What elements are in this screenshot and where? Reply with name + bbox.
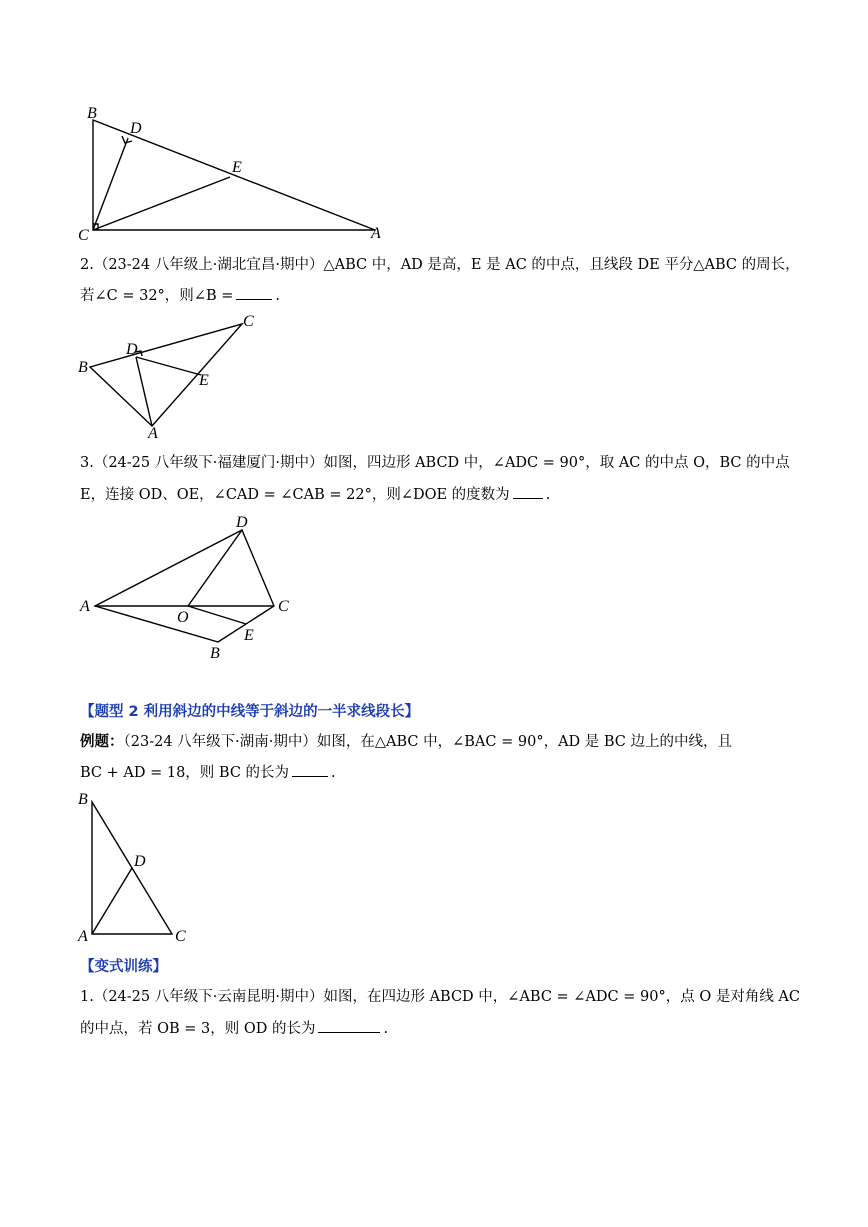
label-e: E (244, 627, 254, 644)
label-c: C (175, 928, 186, 945)
label-c: C (78, 227, 89, 244)
question-2-end: . (275, 288, 280, 304)
label-d: D (134, 853, 146, 870)
label-d: D (130, 120, 142, 137)
variant-1-text: 的中点，若 OB = 3，则 OD 的长为 (80, 1021, 316, 1037)
label-c: C (278, 598, 289, 615)
triangle-abc (90, 324, 242, 426)
figure-right-triangle-abc (70, 786, 200, 946)
label-a: A (78, 928, 88, 945)
question-3-end: . (545, 487, 551, 503)
label-b: B (78, 359, 88, 376)
segment-de (136, 357, 201, 375)
figure-triangle-abc-2 (70, 310, 270, 445)
question-3-line-1: 3.（24-25 八年级下·福建厦门·期中）如图，四边形 ABCD 中，∠ADC = 90°，取 AC 的中点 O，BC 的中点 (80, 455, 790, 471)
figure-quadrilateral-abcd (70, 510, 330, 665)
answer-blank-q2[interactable] (236, 285, 272, 300)
answer-blank-variant-1[interactable] (318, 1018, 380, 1033)
label-b: B (210, 645, 220, 662)
segment-oe (188, 606, 246, 624)
segment-ad (136, 357, 152, 426)
section-heading-type-2: 【题型 2 利用斜边的中线等于斜边的一半求线段长】 (80, 704, 420, 720)
label-o: O (177, 609, 189, 626)
example-text-2: BC + AD = 18，则 BC 的长为 (80, 765, 290, 781)
question-2-line-2 (80, 285, 280, 306)
label-b: B (78, 791, 88, 808)
segment-cd (93, 138, 128, 230)
segment-ce (93, 177, 230, 230)
label-e: E (199, 372, 209, 389)
variant-1-line-2 (80, 1018, 388, 1039)
example-label: 例题： (80, 734, 124, 750)
example-line-1 (80, 732, 732, 752)
example-line-2 (80, 762, 336, 783)
label-b: B (87, 105, 97, 122)
question-2-line-1: 2.（23-24 八年级上·湖北宜昌·期中）△ABC 中，AD 是高，E 是 AC 的中点，且线段 DE 平分△ABC 的周长， (80, 257, 800, 273)
variant-1-line-1: 1.（24-25 八年级下·云南昆明·期中）如图，在四边形 ABCD 中，∠ABC = ∠ADC = 90°，点 O 是对角线 AC (80, 989, 800, 1005)
example-end: . (331, 765, 336, 781)
answer-blank-example[interactable] (292, 762, 328, 777)
label-a: A (148, 425, 158, 442)
figure-triangle-bcad (70, 100, 400, 250)
question-3-text: E，连接 OD、OE，∠CAD = ∠CAB = 22°，则∠DOE 的度数为 (80, 487, 510, 503)
example-text: （23-24 八年级下·湖南·期中）如图，在△ABC 中，∠BAC = 90°，AD 是 BC 边上的中线，且 (123, 734, 733, 750)
label-d: D (236, 514, 248, 531)
segment-od (188, 530, 242, 606)
question-2-text: 若∠C = 32°，则∠B = (80, 288, 234, 304)
label-d: D (126, 341, 138, 358)
segment-ad (92, 868, 132, 934)
question-3-line-2 (80, 484, 550, 505)
label-c: C (243, 313, 254, 330)
answer-blank-q3[interactable] (513, 484, 543, 499)
label-a: A (80, 598, 90, 615)
variant-training-heading: 【变式训练】 (80, 959, 167, 975)
variant-1-end: . (383, 1021, 389, 1037)
label-a: A (371, 225, 381, 242)
label-e: E (232, 159, 242, 176)
